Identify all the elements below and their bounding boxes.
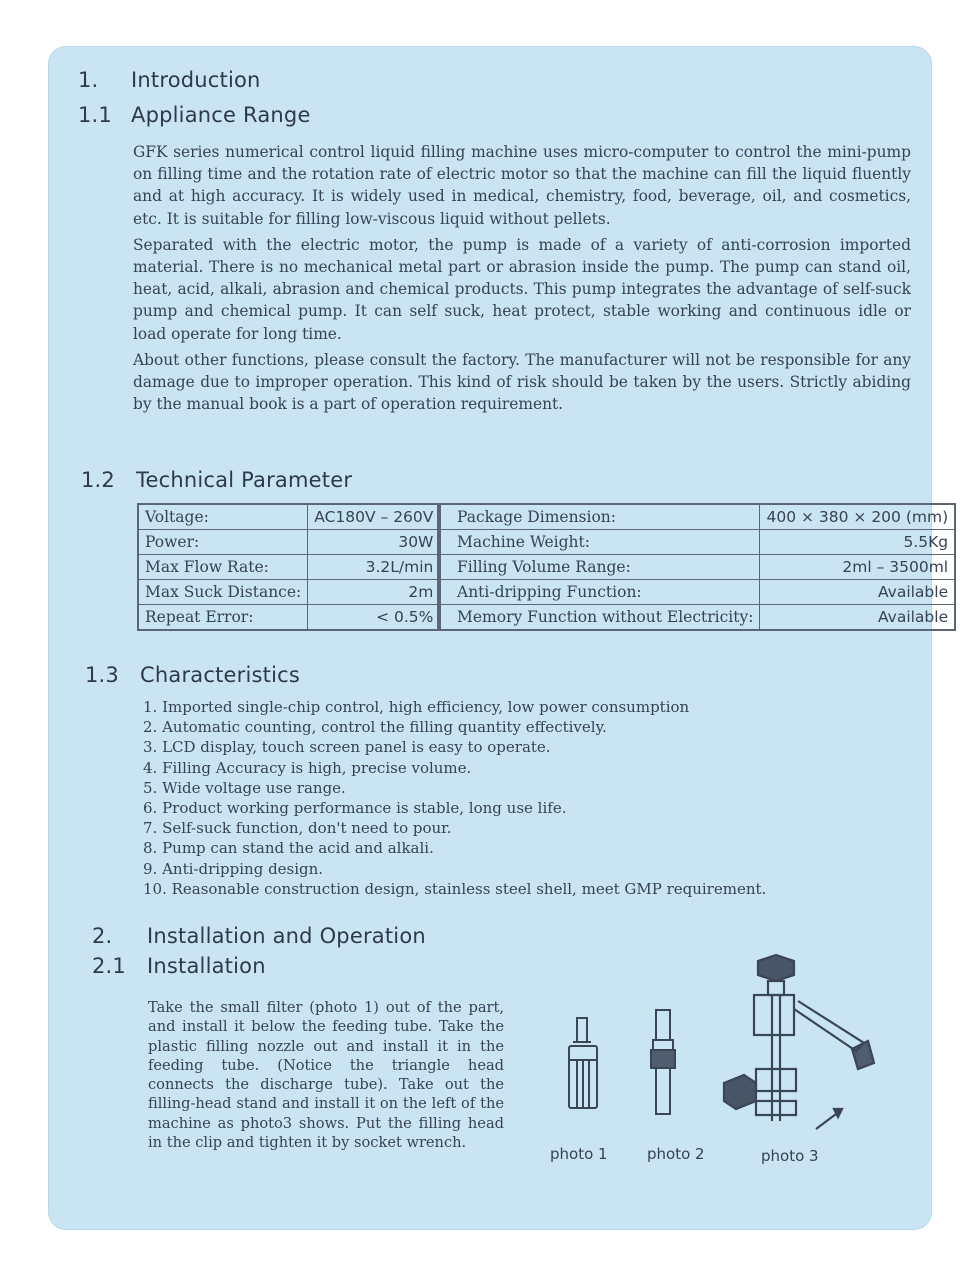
- param-value: 400 × 380 × 200 (mm): [760, 504, 955, 530]
- param-label: Max Suck Distance:: [138, 580, 308, 605]
- installation-text: Take the small filter (photo 1) out of the part, and install it below the feeding tube. Take the plastic filling nozzle out and install it in the feeding tube. (Notice the triangle head connects the discharge tube). Take out the filling-head stand and install it on the left of the machine as photo3 shows. Put the filling head in the clip and tighten it by socket wrench.: [148, 999, 504, 1152]
- nozzle-illustration: [645, 1008, 681, 1118]
- paragraph: GFK series numerical control liquid filling machine uses micro-computer to control the mini-pump on filling time and the rotation rate of electric motor so that the machine can fill the liquid fluently and at high accuracy. It is widely used in medical, chemistry, food, beverage, oil, and cosmetics, etc. It is suitable for filling low-viscous liquid without pellets.: [133, 143, 911, 228]
- characteristics-list: [143, 697, 766, 899]
- technical-parameter-table-left: [137, 503, 441, 631]
- list-item: 1. Imported single-chip control, high efficiency, low power consumption: [143, 698, 690, 716]
- section-number: 2.1: [92, 954, 126, 978]
- photo-1-caption: photo 1: [550, 1145, 608, 1163]
- list-item: 10. Reasonable construction design, stainless steel shell, meet GMP requirement.: [143, 879, 767, 898]
- paragraph: About other functions, please consult the factory. The manufacturer will not be responsible for any damage due to improper operation. This kind of risk should be taken by the users. Strictly abiding by the manual book is a part of operation requirement.: [133, 350, 911, 414]
- param-label: Package Dimension:: [438, 504, 760, 530]
- param-label: Power:: [138, 530, 308, 555]
- list-item: 6. Product working performance is stable, long use life.: [143, 799, 567, 818]
- param-label: Repeat Error:: [138, 605, 308, 631]
- list-item: 5. Wide voltage use range.: [143, 778, 346, 797]
- table-row: [438, 530, 955, 555]
- manual-page: [48, 46, 949, 1230]
- param-value: 3.2L/min: [308, 555, 441, 580]
- table-row: [438, 580, 955, 605]
- param-value: 5.5Kg: [760, 530, 955, 555]
- table-row: [138, 555, 440, 580]
- param-label: Max Flow Rate:: [138, 555, 308, 580]
- table-row: [438, 555, 955, 580]
- list-item: 8. Pump can stand the acid and alkali.: [143, 839, 434, 858]
- section-number: 1.1: [78, 103, 112, 127]
- photo-3-caption: photo 3: [761, 1147, 819, 1165]
- section-number: 1.: [78, 68, 99, 92]
- section-title: Introduction: [131, 68, 261, 92]
- section-title: Technical Parameter: [136, 468, 353, 492]
- appliance-range-text: [133, 141, 911, 419]
- param-value: 2m: [308, 580, 441, 605]
- section-number: 2.: [92, 924, 113, 948]
- list-item: 9. Anti-dripping design.: [143, 859, 324, 878]
- section-title: Installation and Operation: [147, 924, 426, 948]
- param-value: < 0.5%: [308, 605, 441, 631]
- param-value: 2ml – 3500ml: [760, 555, 955, 580]
- param-value: AC180V – 260V: [308, 504, 441, 530]
- table-row: [138, 504, 440, 530]
- section-number: 1.3: [85, 663, 119, 687]
- param-label: Anti-dripping Function:: [438, 580, 760, 605]
- param-label: Filling Volume Range:: [438, 555, 760, 580]
- table-row: [138, 605, 440, 631]
- section-title: Appliance Range: [131, 103, 311, 127]
- section-number: 1.2: [81, 468, 115, 492]
- param-value: 30W: [308, 530, 441, 555]
- table-row: [438, 605, 955, 631]
- paragraph: Separated with the electric motor, the pump is made of a variety of anti-corrosion imported material. There is no mechanical metal part or abrasion inside the pump. The pump can stand oil, heat, acid, alkali, abrasion and chemical products. This pump integrates the advantage of self-suck pump and chemical pump. It can self suck, heat protect, stable working and continuous idle or load operate for long time.: [133, 235, 911, 343]
- table-row: [138, 580, 440, 605]
- table-row: [438, 504, 955, 530]
- filter-illustration: [563, 1016, 605, 1116]
- param-label: Memory Function without Electricity:: [438, 605, 760, 631]
- filling-head-stand-illustration: [716, 951, 886, 1131]
- section-title: Installation: [147, 954, 266, 978]
- param-label: Machine Weight:: [438, 530, 760, 555]
- param-value: Available: [760, 605, 955, 631]
- table-row: [138, 530, 440, 555]
- param-value: Available: [760, 580, 955, 605]
- list-item: 7. Self-suck function, don't need to pour.: [143, 819, 452, 838]
- list-item: 2. Automatic counting, control the filling quantity effectively.: [143, 718, 607, 737]
- param-label: Voltage:: [138, 504, 308, 530]
- photo-2-caption: photo 2: [647, 1145, 705, 1163]
- list-item: 3. LCD display, touch screen panel is easy to operate.: [143, 738, 551, 757]
- technical-parameter-table-right: [437, 503, 956, 631]
- list-item: 4. Filling Accuracy is high, precise volume.: [143, 758, 472, 777]
- section-title: Characteristics: [140, 663, 301, 687]
